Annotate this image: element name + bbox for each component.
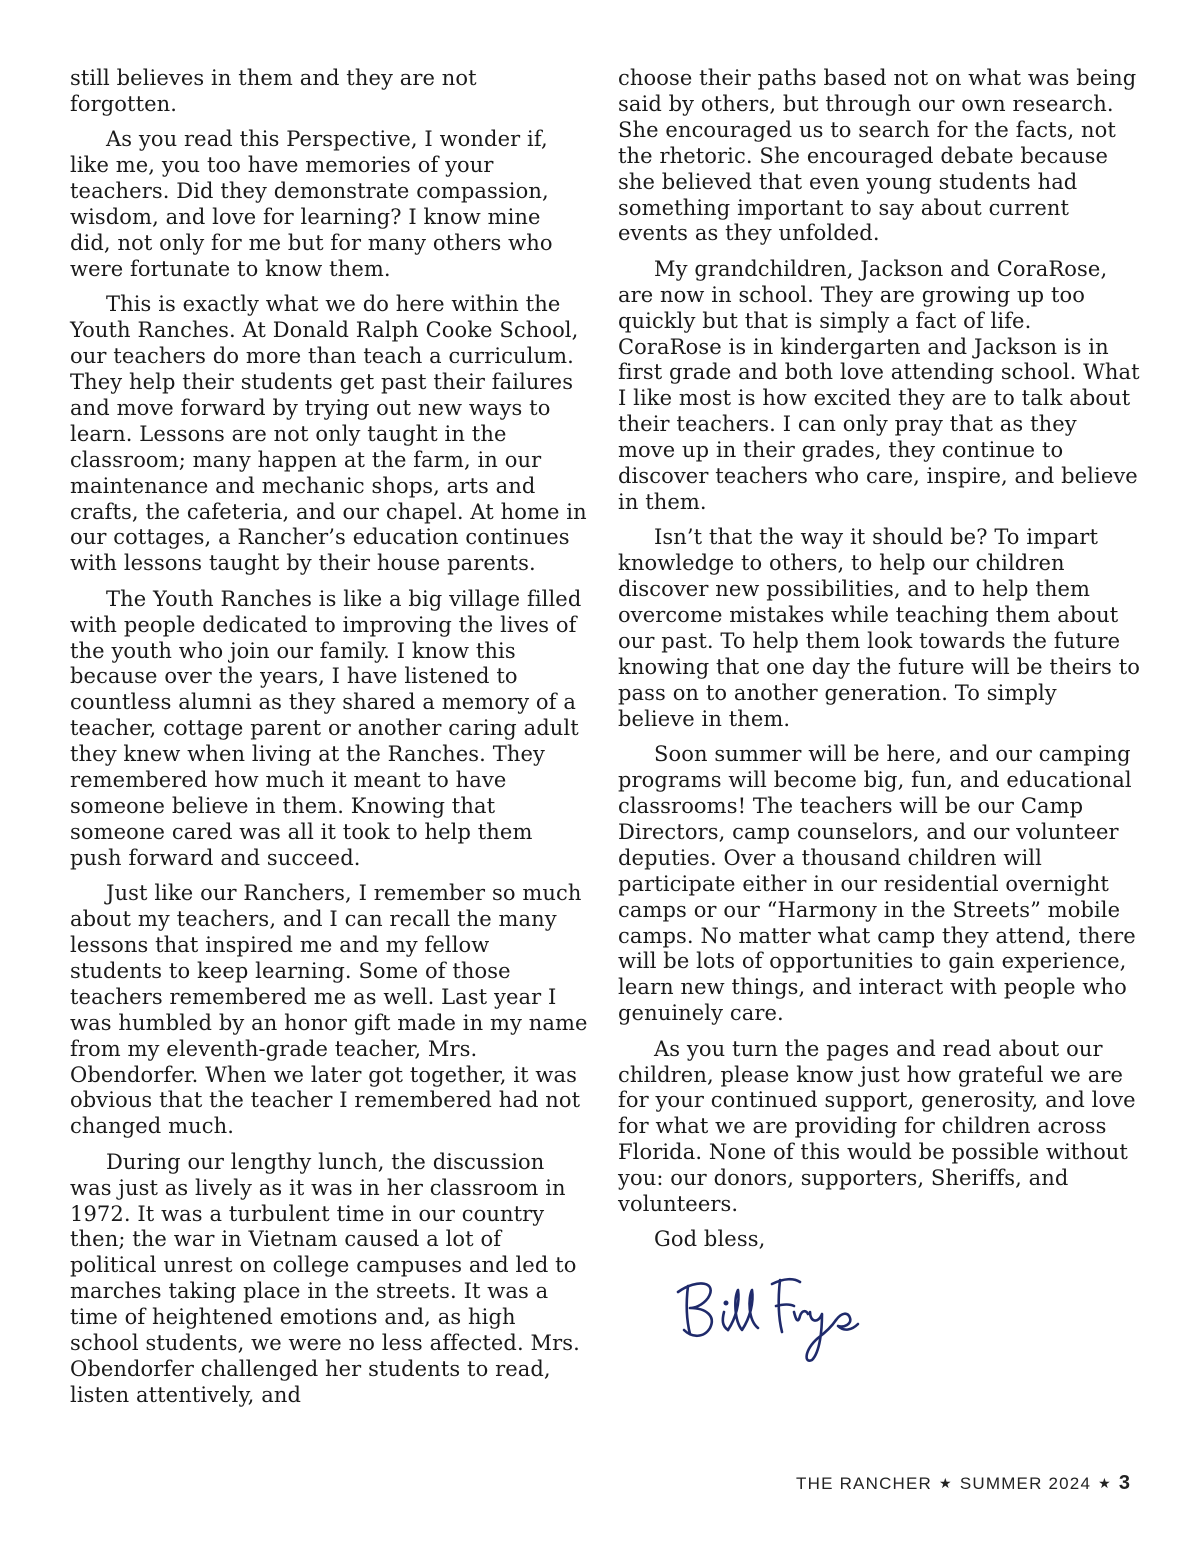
paragraph: Isn’t that the way it should be? To impart knowledge to others, to help our children discover new possibilities, and to help them overcome mistakes while teaching them about our past. To help them look towards the future knowing that one day the future will be theirs to pass on to another generation. To simply believe in them.: [618, 525, 1140, 731]
signoff: God bless,: [654, 1227, 766, 1252]
paragraph: As you read this Perspective, I wonder if, like me, you too have memories of your teachers. Did they demonstrate compassion, wisdom, and love for learning? I know mine did, not only for me but for many others who were fortunate to know them.: [70, 127, 553, 281]
paragraph: This is exactly what we do here within the Youth Ranches. At Donald Ralph Cooke School, our teachers do more than teach a curriculum. They help their students get past their failures and move forward by trying out new ways to learn. Lessons are not only taught in the classroom; many happen at the farm, in our maintenance and mechanic shops, arts and crafts, the cafeteria, and our chapel. At home in our cottages, a Rancher’s education continues with lessons taught by their house parents.: [70, 292, 587, 576]
paragraph: The Youth Ranches is like a big village filled with people dedicated to improving the lives of the youth who join our family. I know this because over the years, I have listened to countless alumni as they shared a memory of a teacher, cottage parent or another caring adult they knew when living at the Ranches. They remembered how much it meant to have someone believe in them. Knowing that someone cared was all it took to help them push forward and succeed.: [70, 586, 582, 870]
paragraph: As you turn the pages and read about our children, please know just how grateful we are for your continued support, generosity, and love for what we are providing for children across Florida. None of this would be possible without you: our donors, supporters, Sheriffs, and volunteers.: [618, 1036, 1136, 1217]
right-column: [618, 66, 1140, 1263]
paragraph: still believes in them and they are not forgotten.: [70, 66, 477, 116]
paragraph: Soon summer will be here, and our camping programs will become big, fun, and educational classrooms! The teachers will be our Camp Directors, camp counselors, and our volunteer deputies. Over a thousand children will participate either in our residential overnight camps or our “Harmony in the Streets” mobile camps. No matter what camp they attend, there will be lots of opportunities to gain experience, learn new things, and interact with people who genuinely care.: [618, 742, 1136, 1026]
left-column: [70, 66, 588, 1418]
signature: [672, 1272, 872, 1372]
page-footer: [796, 1472, 1130, 1495]
star-icon: ★: [939, 1475, 953, 1491]
paragraph: Just like our Ranchers, I remember so much about my teachers, and I can recall the many lessons that inspired me and my fellow students to keep learning. Some of those teachers remembered me as well. Last year I was humbled by an honor gift made in my name from my eleventh-grade teacher, Mrs. Obendorfer. When we later got together, it was obvious that the teacher I remembered had not changed much.: [70, 881, 588, 1139]
page-number: 3: [1118, 1472, 1130, 1494]
paragraph: My grandchildren, Jackson and CoraRose, are now in school. They are growing up too quickly but that is simply a fact of life. CoraRose is in kindergarten and Jackson is in first grade and both love attending school. What I like most is how excited they are to talk about their teachers. I can only pray that as they move up in their grades, they continue to discover teachers who care, inspire, and believe in them.: [618, 256, 1140, 514]
star-icon: ★: [1098, 1475, 1112, 1491]
issue-label: SUMMER 2024: [959, 1473, 1092, 1493]
publication-name: THE RANCHER: [796, 1473, 933, 1493]
paragraph: During our lengthy lunch, the discussion was just as lively as it was in her classroom in 1972. It was a turbulent time in our country then; the war in Vietnam caused a lot of political unrest on college campuses and led to marches taking place in the streets. It was a time of heightened emotions and, as high school students, we were no less affected. Mrs. Obendorfer challenged her students to read, listen attentively, and: [70, 1149, 580, 1407]
paragraph: choose their paths based not on what was being said by others, but through our own research. She encouraged us to search for the facts, not the rhetoric. She encouraged debate because she believed that even young students had something important to say about current events as they unfolded.: [618, 66, 1137, 246]
